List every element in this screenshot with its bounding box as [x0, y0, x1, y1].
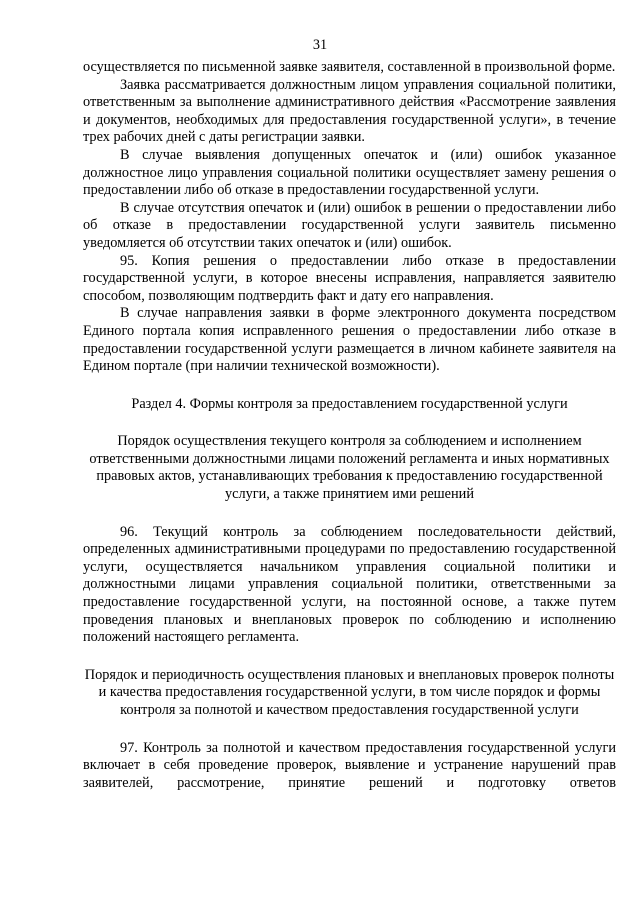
paragraph-electronic-document: В случае направления заявки в форме электронного документа посредством Единого портала копия исправленного решения о предоставлении либо отказе в предоставлении государственной услуги размещается в личном кабинете заявителя на Едином портале (при наличии технической возможности).	[83, 305, 616, 375]
paragraph-no-errors: В случае отсутствия опечаток и (или) ошибок в решении о предоставлении либо об отказе в предоставлении государственной услуги заявитель письменно уведомляется об отсутствии таких опечаток и (или) ошибок.	[83, 199, 616, 251]
paragraph-96: 96. Текущий контроль за соблюдением последовательности действий, определенных административными процедурами по предоставлению государственной услуги, осуществляется начальником управления социальной политики и должностными лицами управления социальной политики, ответственными за предоставление государственной услуги, на постоянной основе, а также путем проведения плановых и внеплановых проверок по соблюдению и исполнению положений настоящего регламента.	[83, 523, 616, 646]
heading-inspections: Порядок и периодичность осуществления плановых и внеплановых проверок полноты и качества предоставления государственной услуги, в том числе порядок и формы контроля за полнотой и качеством предоставления государственной услуги	[84, 666, 615, 718]
page-body	[83, 59, 616, 792]
paragraph-application-review: Заявка рассматривается должностным лицом управления социальной политики, ответственным за выполнение административного действия «Рассмотрение заявления и документов, необходимых для предоставления государственной услуги», в течение трех рабочих дней с даты регистрации заявки.	[83, 76, 616, 146]
paragraph-95: 95. Копия решения о предоставлении либо отказе в предоставлении государственной услуги, в которое внесены исправления, направляется заявителю способом, позволяющим подтвердить факт и дату его направления.	[83, 252, 616, 304]
paragraph-97: 97. Контроль за полнотой и качеством предоставления государственной услуги включает в себя проведение проверок, выявление и устранение нарушений прав заявителей, рассмотрение, принятие решений и подготовку ответов	[83, 739, 616, 791]
paragraph-continuation: осуществляется по письменной заявке заявителя, составленной в произвольной форме.	[83, 59, 616, 75]
page-number: 31	[312, 37, 328, 53]
paragraph-errors-found: В случае выявления допущенных опечаток и (или) ошибок указанное должностное лицо управления социальной политики осуществляет замену решения о предоставлении либо об отказе в предоставлении государственной услуги.	[83, 146, 616, 199]
section-4-title: Раздел 4. Формы контроля за предоставлением государственной услуги	[131, 395, 568, 412]
heading-current-control: Порядок осуществления текущего контроля за соблюдением и исполнением ответственными должностными лицами положений регламента и иных нормативных правовых актов, устанавливающих требования к предоставлению государственной услуги, а также принятием ими решений	[89, 433, 610, 503]
